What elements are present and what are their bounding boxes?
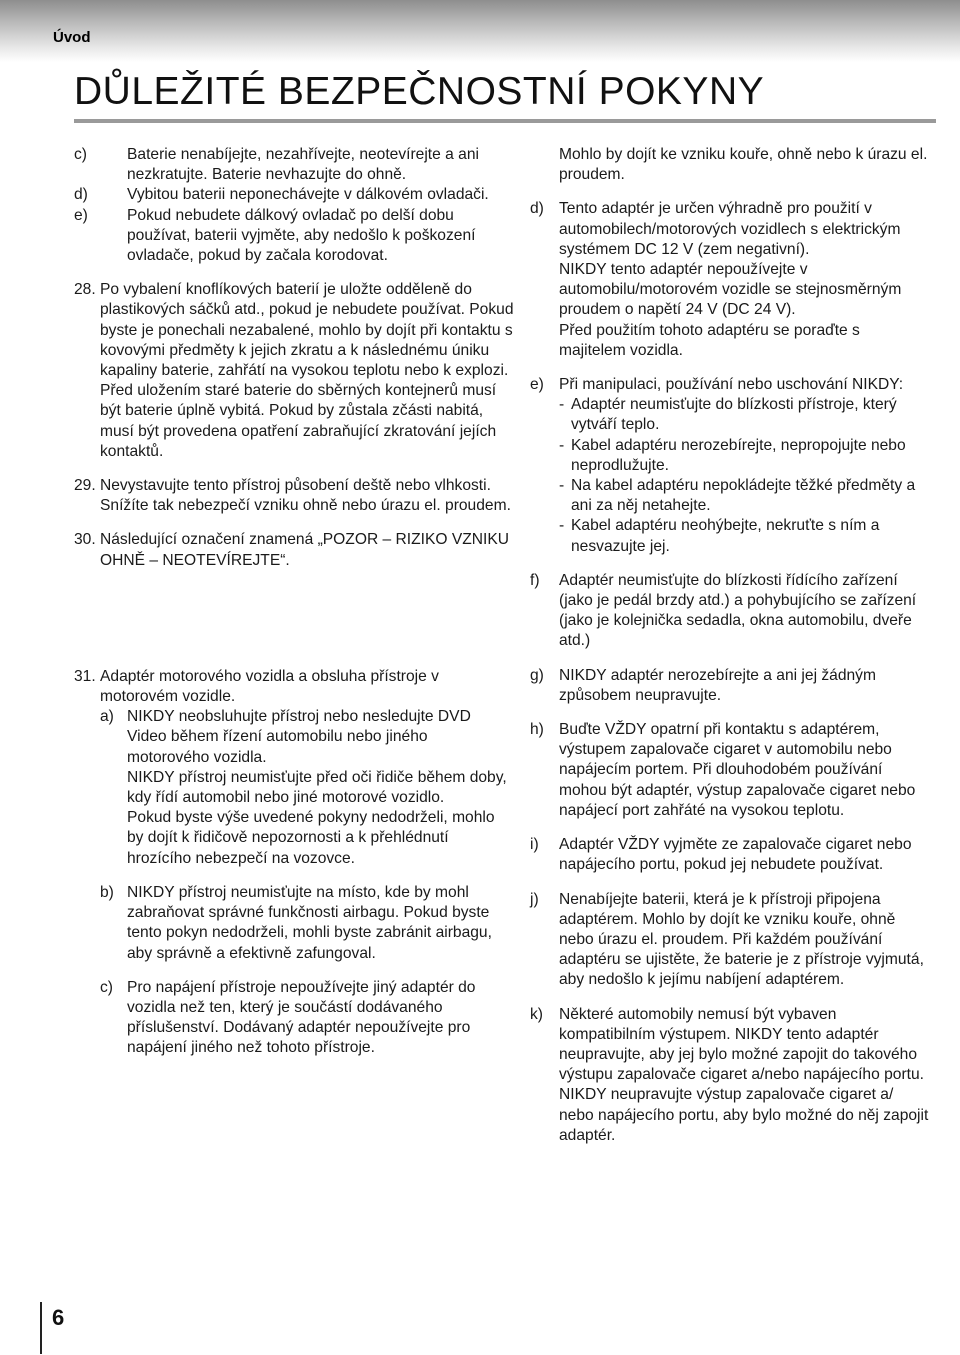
item-text: NIKDY přístroj neumisťujte na místo, kde by mohl zabraňovat správné funkčnosti airbagu. Pokud byste tento pokyn nedodrželi, mohli byste zabránit airbagu, aby správně a efektivně zafungoval.	[127, 883, 492, 962]
list-item-27d	[74, 185, 514, 205]
list-item-29	[74, 476, 514, 516]
page-title: DŮLEŽITÉ BEZPEČNOSTNÍ POKYNY	[74, 70, 765, 113]
item-text: Mohlo by dojít ke vzniku kouře, ohně nebo k úrazu el. proudem.	[559, 146, 928, 184]
item-text: Tento adaptér je určen výhradně pro použití v automobilech/motorových vozidlech s elektrickým systémem DC 12 V (zem negativní).	[559, 200, 901, 258]
item-text: Pokud nebudete dálkový ovladač po delší dobu používat, baterii vyjměte, aby nedošlo k poškození ovladače, pokud by začala korodovat.	[127, 206, 476, 265]
list-item-i	[530, 835, 930, 875]
item-text: Po vybalení knoflíkových baterií je uložte odděleně do plastikových sáčků atd., pokud je nebudete používat. Pokud byste je ponechali nezabalené, mohlo by dojít při kontaktu s kovovými předměty k jejich zkratu a k následnému úniku kapaliny baterie, zahřátí na vysokou teplotu nebo k explozi. Před uložením staré baterie do sběrných kontejnerů musí být baterie úplně vybitá. Pokud by zůstala zčásti nabitá, musí být provedena opatření zabraňující zkratování jejích kontaktů.	[100, 281, 514, 460]
list-item-h	[530, 720, 930, 821]
list-item-27c	[74, 145, 514, 185]
item-text: Pokud byste výše uvedené pokyny nedodrželi, mohlo by dojít k řidičově nepozornosti a k přehlédnutí hrozícího nebezpečí na vozovce.	[127, 809, 495, 867]
list-item-j	[530, 890, 930, 991]
item-text: Adaptér neumisťujte do blízkosti řídícího zařízení (jako je pedál brzdy atd.) a pohybujícího se zařízení (jako je kolejnička sedadla, okna automobilu, dveře atd.)	[559, 571, 917, 650]
item-text: NIKDY přístroj neumisťujte před oči řidiče během doby, kdy řídí automobil nebo jiné motorové vozidlo.	[127, 768, 507, 807]
item-marker: g)	[530, 666, 544, 684]
page-number-rule	[40, 1302, 42, 1354]
continued-text	[530, 145, 930, 185]
item-marker: e)	[74, 206, 88, 224]
bullet-item: - Kabel adaptéru nerozebírejte, nepropojujte nebo neprodlužujte.	[559, 436, 906, 474]
bullet-item: - Adaptér neumisťujte do blízkosti přístroje, který vytváří teplo.	[559, 396, 897, 434]
item-marker: a)	[100, 708, 114, 726]
item-text: Adaptér motorového vozidla a obsluha přístroje v motorovém vozidle.	[100, 667, 439, 706]
page-number: 6	[52, 1305, 65, 1330]
item-number: 28.	[74, 281, 96, 299]
bullet-item: - Kabel adaptéru neohýbejte, nekruťte s ním a nesvazujte jej.	[559, 517, 880, 555]
bullet-item: - Na kabel adaptéru nepokládejte těžké předměty a ani za něj netahejte.	[559, 477, 916, 515]
sub-item-31b	[100, 883, 514, 964]
item-text: Pro napájení přístroje nepoužívejte jiný adaptér do vozidla než ten, který je součástí dodávaného příslušenství. Dodávaný adaptér nepoužívejte pro napájení jiného než tohoto přístroje.	[127, 978, 476, 1057]
item-marker: f)	[530, 571, 540, 589]
item-number: 30.	[74, 531, 96, 549]
item-marker: c)	[100, 978, 113, 996]
item-text: Nenabíjejte baterii, která je k přístroji připojena adaptérem. Mohlo by dojít ke vzniku kouře, ohně nebo úrazu el. proudem. Při každém používání adaptéru se ujistěte, že baterie je z přístroje vyjmutá, aby nedošlo k jejímu nabíjení adaptérem.	[559, 890, 924, 989]
sub-item-31c	[100, 978, 514, 1059]
list-item-e	[530, 375, 930, 557]
left-column	[74, 145, 514, 1059]
header-band	[0, 0, 960, 62]
item-marker: j)	[530, 890, 539, 908]
item-text: Baterie nenabíjejte, nezahřívejte, neotevírejte a ani nezkratujte. Baterie nevhazujte do ohně.	[127, 146, 479, 184]
item-number: 29.	[74, 477, 96, 495]
item-text: Buďte VŽDY opatrní při kontaktu s adaptérem, výstupem zapalovače cigaret v automobilu nebo napájecím portem. Při dlouhodobém používání mohou být adaptér, výstup zapalovače cigaret nebo napájecí port zahřáté na vysokou teplotu.	[559, 721, 916, 819]
item-marker: b)	[100, 883, 114, 901]
item-text: Při manipulaci, používání nebo uschování NIKDY:	[559, 376, 904, 394]
item-text: Před použitím tohoto adaptéru se poraďte s majitelem vozidla.	[559, 321, 860, 359]
item-text: Vybitou baterii neponechávejte v dálkovém ovladači.	[127, 186, 489, 204]
list-item-k	[530, 1005, 930, 1146]
item-text: NIKDY adaptér nerozebírejte a ani jej žádným způsobem neupravujte.	[559, 666, 876, 704]
item-marker: i)	[530, 836, 539, 854]
right-column	[530, 145, 930, 1146]
list-item-g	[530, 666, 930, 706]
item-marker: h)	[530, 721, 544, 739]
item-text: Některé automobily nemusí být vybaven kompatibilním výstupem. NIKDY tento adaptér neupravujte, aby jej bylo možné zapojit do takového výstupu zapalovače cigaret a/nebo napájecího portu. NIKDY neupravujte výstup zapalovače cigaret a/ nebo napájecího portu, aby bylo možné do něj zapojit adaptér.	[559, 1005, 929, 1144]
item-marker: e)	[530, 376, 544, 394]
item-marker: d)	[530, 200, 544, 218]
item-marker: k)	[530, 1005, 543, 1023]
item-text: NIKDY neobsluhujte přístroj nebo nesledujte DVD Video během řízení automobilu nebo jiného motorového vozidla.	[127, 708, 471, 766]
list-item-28	[74, 280, 514, 462]
list-item-31	[74, 667, 514, 1059]
item-text: Následující označení znamená „POZOR – RIZIKO VZNIKU OHNĚ – NEOTEVÍREJTE“.	[100, 531, 510, 569]
item-number: 31.	[74, 667, 96, 685]
sub-item-31a	[100, 707, 514, 869]
item-marker: d)	[74, 186, 88, 204]
item-text: NIKDY tento adaptér nepoužívejte v automobilu/motorovém vozidle se stejnosměrným proudem o napětí 24 V (DC 24 V).	[559, 261, 902, 319]
list-item-30	[74, 530, 514, 570]
item-text: Adaptér VŽDY vyjměte ze zapalovače cigaret nebo napájecího portu, pokud jej nebudete používat.	[559, 836, 912, 874]
section-label: Úvod	[53, 29, 91, 46]
list-item-27e	[74, 206, 514, 267]
title-divider	[74, 119, 936, 123]
item-text: Nevystavujte tento přístroj působení deště nebo vlhkosti. Snížíte tak nebezpečí vzniku ohně nebo úrazu el. proudem.	[100, 477, 511, 515]
list-item-d	[530, 199, 930, 361]
list-item-f	[530, 571, 930, 652]
item-marker: c)	[74, 146, 87, 163]
